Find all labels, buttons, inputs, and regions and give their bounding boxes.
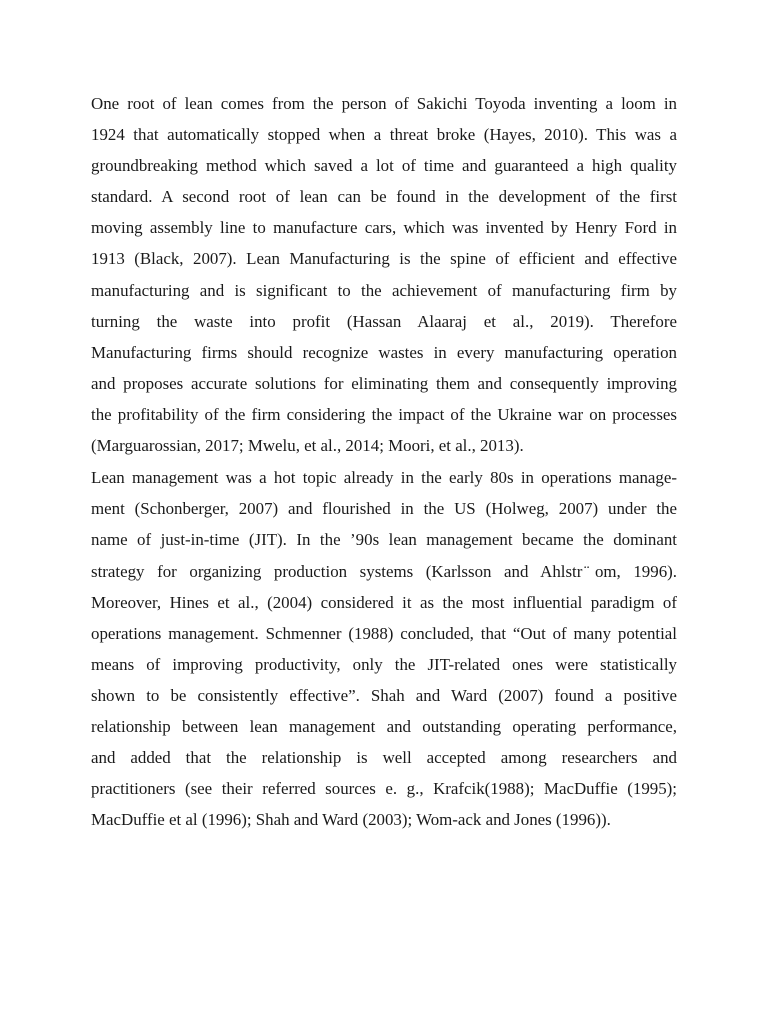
text-line: Moreover, Hines et al., (2004) considered it as the most influential paradigm of [91,592,677,612]
text-line: the profitability of the firm considering the impact of the Ukraine war on processes [91,404,677,424]
text-line: practitioners (see their referred sources e. g., Krafcik(1988); MacDuffie (1995); [91,779,677,799]
document-body [91,88,677,835]
text-line: relationship between lean management and outstanding operating performance, [91,716,677,736]
text-line: MacDuffie et al (1996); Shah and Ward (2003); Wom-ack and Jones (1996)). [91,810,611,830]
paragraph-lean-roots [91,88,677,461]
text-line: groundbreaking method which saved a lot of time and guaranteed a high quality [91,156,677,176]
text-line: shown to be consistently effective”. Shah and Ward (2007) found a positive [91,685,677,705]
text-line: Lean management was a hot topic already in the early 80s in operations manage- [91,468,677,488]
text-line: (Marguarossian, 2017; Mwelu, et al., 2014; Moori, et al., 2013). [91,436,524,456]
text-line: ment (Schonberger, 2007) and flourished in the US (Holweg, 2007) under the [91,499,677,519]
text-line: standard. A second root of lean can be found in the development of the first [91,187,677,207]
text-line: 1913 (Black, 2007). Lean Manufacturing is the spine of efficient and effective [91,249,677,269]
text-line: and proposes accurate solutions for eliminating them and consequently improving [91,373,677,393]
text-line: and added that the relationship is well accepted among researchers and [91,748,677,768]
text-line: name of just-in-time (JIT). In the ’90s lean management became the dominant [91,530,677,550]
text-line: 1924 that automatically stopped when a threat broke (Hayes, 2010). This was a [91,125,677,145]
text-line: moving assembly line to manufacture cars, which was invented by Henry Ford in [91,218,677,238]
text-line: Manufacturing firms should recognize wastes in every manufacturing operation [91,342,677,362]
text-line: manufacturing and is significant to the achievement of manufacturing firm by [91,280,677,300]
text-line: operations management. Schmenner (1988) concluded, that “Out of many potential [91,623,677,643]
text-line: strategy for organizing production systems (Karlsson and Ahlstr ̈om, 1996). [91,561,677,581]
text-line: turning the waste into profit (Hassan Alaaraj et al., 2019). Therefore [91,311,677,331]
paragraph-lean-management-history [91,462,677,835]
text-line: One root of lean comes from the person of Sakichi Toyoda inventing a loom in [91,94,677,113]
text-line: means of improving productivity, only the JIT-related ones were statistically [91,654,677,674]
